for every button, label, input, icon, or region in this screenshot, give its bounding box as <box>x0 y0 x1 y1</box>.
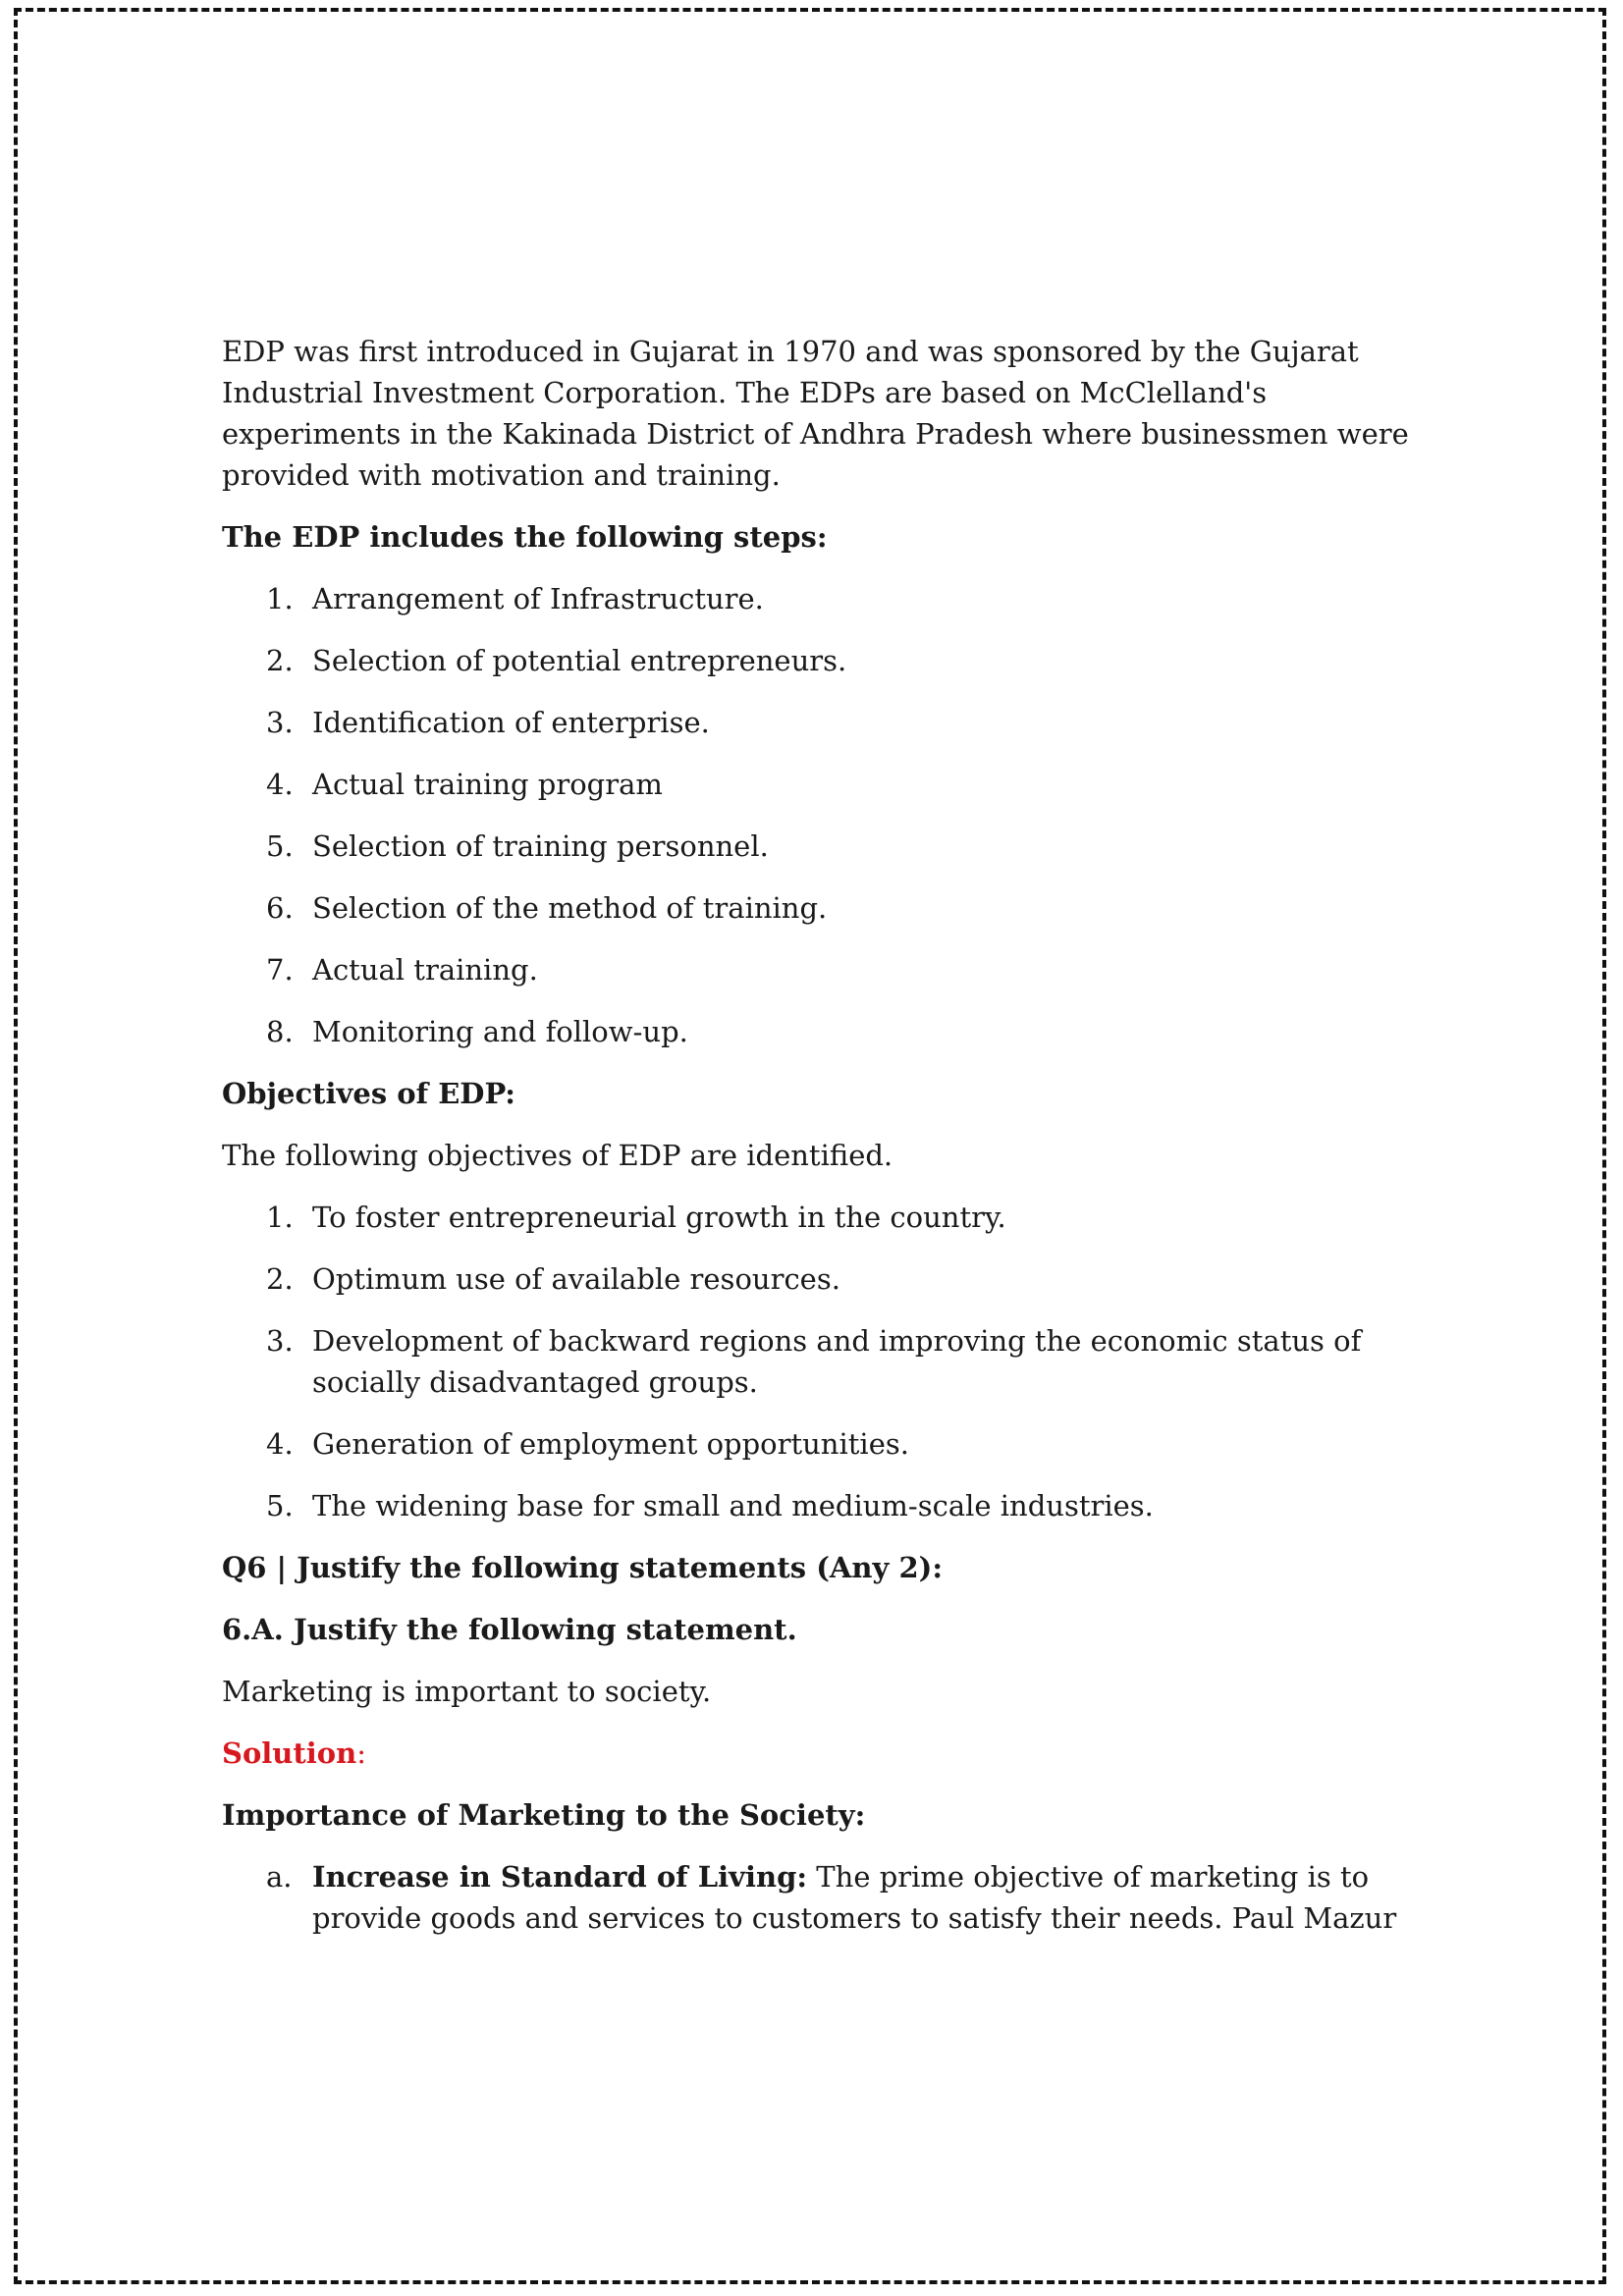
list-item-text: Development of backward regions and improving the economic status of socially disadvantaged groups. <box>312 1324 1362 1399</box>
list-item-text: Selection of potential entrepreneurs. <box>312 644 847 677</box>
list-number: 2. <box>266 644 294 677</box>
list-item <box>222 702 1439 743</box>
list-item-text: Generation of employment opportunities. <box>312 1427 909 1461</box>
list-item <box>222 1197 1439 1238</box>
steps-heading: The EDP includes the following steps: <box>222 520 828 554</box>
list-number: 8. <box>266 1015 294 1048</box>
list-item <box>222 826 1439 867</box>
objectives-intro: The following objectives of EDP are identified. <box>222 1139 893 1172</box>
list-item <box>222 1856 1439 1939</box>
importance-list <box>222 1856 1439 1939</box>
list-item <box>222 949 1439 990</box>
list-item-text: Actual training program <box>312 768 663 801</box>
list-number: 2. <box>266 1262 294 1296</box>
list-item <box>222 578 1439 619</box>
list-item-text: The widening base for small and medium-scale industries. <box>312 1489 1154 1522</box>
list-number: 5. <box>266 1489 294 1522</box>
list-item <box>222 640 1439 681</box>
list-number: 5. <box>266 829 294 863</box>
list-item <box>222 1423 1439 1465</box>
list-number: 4. <box>266 1427 294 1461</box>
list-item-text: Arrangement of Infrastructure. <box>312 582 764 615</box>
importance-heading: Importance of Marketing to the Society: <box>222 1798 866 1832</box>
list-number: 7. <box>266 953 294 987</box>
list-number: 6. <box>266 891 294 925</box>
q6-heading: Q6 | Justify the following statements (Any 2): <box>222 1551 944 1584</box>
list-item-text: Actual training. <box>312 953 538 987</box>
list-item <box>222 1320 1439 1403</box>
list-number: 1. <box>266 582 294 615</box>
solution-label <box>222 1733 1439 1774</box>
list-number: 4. <box>266 768 294 801</box>
list-item <box>222 1258 1439 1300</box>
document-body <box>222 331 1439 1959</box>
list-item <box>222 887 1439 929</box>
objectives-list <box>222 1197 1439 1526</box>
steps-list <box>222 578 1439 1052</box>
list-item-text: Optimum use of available resources. <box>312 1262 840 1296</box>
objectives-heading: Objectives of EDP: <box>222 1077 515 1110</box>
list-item-text: Identification of enterprise. <box>312 706 710 739</box>
list-item-text: Selection of training personnel. <box>312 829 769 863</box>
list-item <box>222 1485 1439 1526</box>
solution-label-text: Solution <box>222 1736 357 1770</box>
list-item-bold-title: Increase in Standard of Living: <box>312 1860 808 1894</box>
solution-colon: : <box>356 1736 367 1770</box>
list-item <box>222 764 1439 805</box>
list-item-text: Monitoring and follow-up. <box>312 1015 688 1048</box>
list-item-text: Selection of the method of training. <box>312 891 828 925</box>
list-number: 1. <box>266 1201 294 1234</box>
list-item-text: The prime objective of marketing is to provide goods and services to customers to satisfy their needs. Paul Mazur <box>312 1860 1397 1935</box>
list-number: 3. <box>266 1324 294 1358</box>
list-number: a. <box>266 1860 293 1894</box>
q6a-heading: 6.A. Justify the following statement. <box>222 1613 797 1646</box>
q6a-statement: Marketing is important to society. <box>222 1675 712 1708</box>
list-item-text: To foster entrepreneurial growth in the country. <box>312 1201 1006 1234</box>
list-item <box>222 1011 1439 1052</box>
intro-paragraph: EDP was first introduced in Gujarat in 1970 and was sponsored by the Gujarat Industrial Investment Corporation. The EDPs are based on McClelland's experiments in the Kakinada District of Andhra Pradesh where businessmen were provided with motivation and training. <box>222 335 1409 492</box>
list-number: 3. <box>266 706 294 739</box>
